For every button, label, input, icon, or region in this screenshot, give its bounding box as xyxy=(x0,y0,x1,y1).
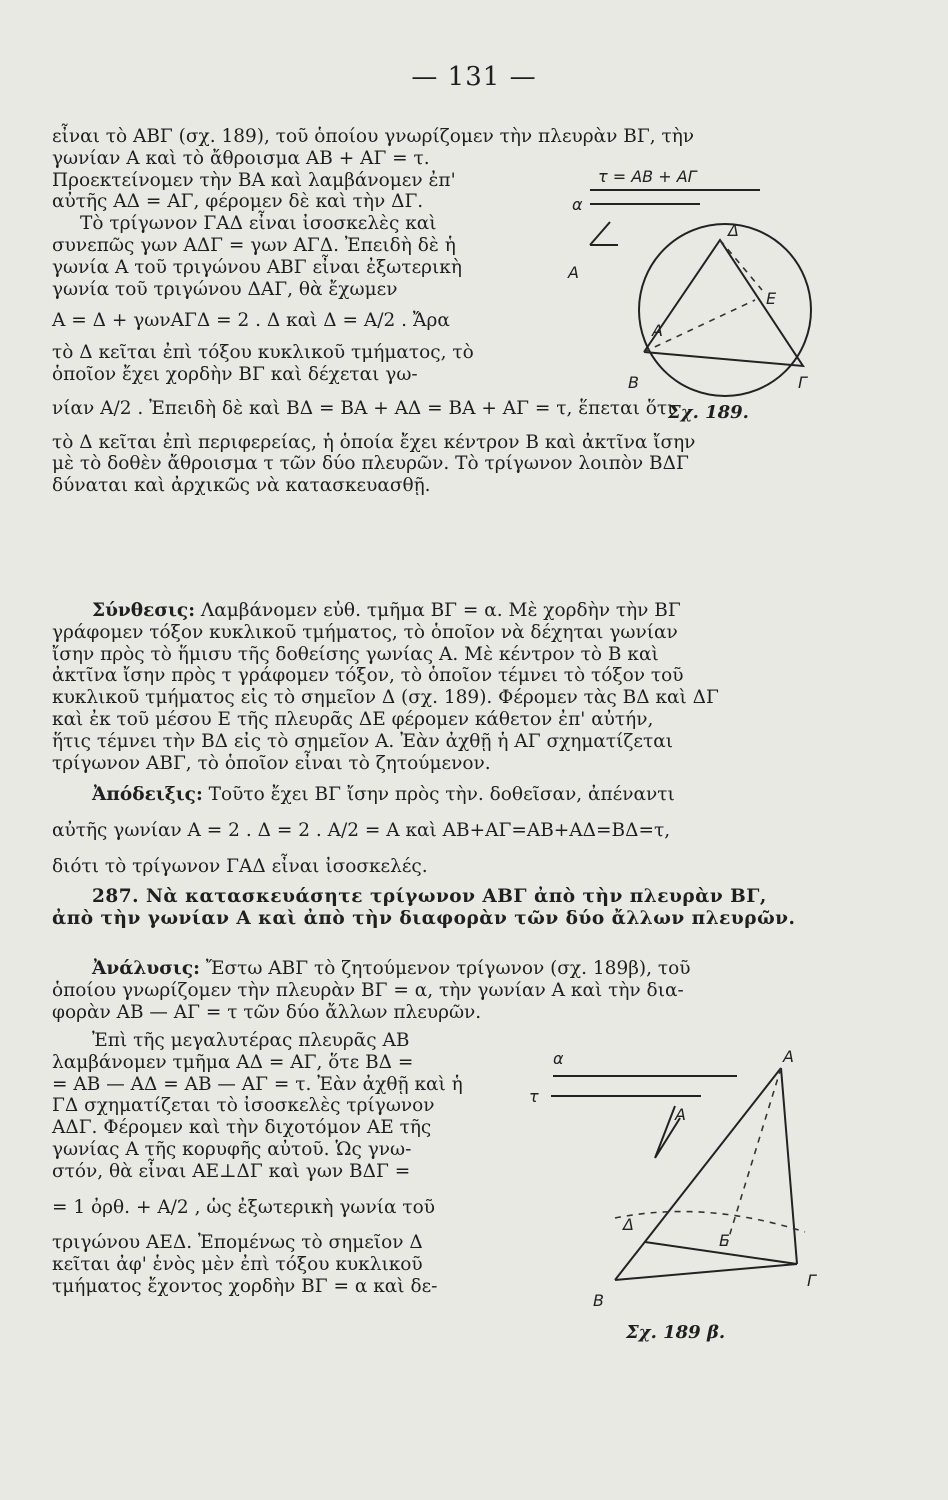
analysis-column xyxy=(52,1030,463,1298)
side-ag xyxy=(781,1068,797,1264)
label-alpha: α xyxy=(572,195,583,214)
analysis-heading: Ἀνάλυσις: xyxy=(92,958,200,979)
text-line: Ἐπὶ τῆς μεγαλυτέρας πλευρᾶς ΑΒ xyxy=(92,1030,410,1051)
figure-189 xyxy=(560,160,830,430)
figure-189b-caption: Σχ. 189 β. xyxy=(626,1322,726,1343)
label-tau: τ xyxy=(529,1087,539,1106)
text-line: τὸ Δ κεῖται ἐπὶ τόξου κυκλικοῦ τμήματος, τὸ xyxy=(52,342,474,364)
synthesis-heading: Σύνθεσις: xyxy=(92,600,196,621)
label-angle-a: Α xyxy=(568,263,579,282)
circle-arc xyxy=(639,224,811,396)
text-line: ἴσην πρὸς τὸ ἥμισυ τῆς δοθείσης γωνίας Α. Μὲ κέντρον τὸ Β καὶ xyxy=(52,643,659,665)
label-b: Β xyxy=(593,1291,604,1310)
proof-heading: Ἀπόδειξις: xyxy=(92,784,203,805)
problem-287 xyxy=(52,886,795,930)
label-alpha: α xyxy=(553,1049,564,1068)
given-angle xyxy=(590,222,618,245)
label-e: Ε xyxy=(766,289,777,308)
triangle-bdg xyxy=(644,240,803,366)
text-line: Α = Δ + γωνΑΓΔ = 2 . Δ καὶ Δ = Α/2 . Ἄρα xyxy=(52,310,450,332)
problem-text: ἀπὸ τὴν γωνίαν Α καὶ ἀπὸ τὴν διαφορὰν τῶν δύο ἄλλων πλευρῶν. xyxy=(52,907,796,929)
line-de xyxy=(720,240,762,290)
text-line: αὐτῆς γωνίαν Α = 2 . Δ = 2 . Α/2 = Α καὶ ΑΒ+ΑΓ=ΑΒ+ΑΔ=ΒΔ=τ, xyxy=(52,819,671,841)
text-line: ἀκτῖνα ἴσην πρὸς τ γράφομεν τόξον, τὸ ὁποῖον τέμνει τὸ τόξον τοῦ xyxy=(52,665,684,687)
text-line: γωνίας Α τῆς κορυφῆς αὐτοῦ. Ὡς γνω- xyxy=(52,1138,412,1160)
text-line: καὶ ἐκ τοῦ μέσου Ε τῆς πλευρᾶς ΔΕ φέρομεν κάθετον ἐπ' αὐτήν, xyxy=(52,708,654,730)
proof-block xyxy=(52,784,675,877)
text-line: συνεπῶς γων ΑΔΓ = γων ΑΓΔ. Ἐπειδὴ δὲ ἡ xyxy=(52,234,456,256)
problem-number: 287. xyxy=(92,886,140,907)
label-a-point: Α xyxy=(652,321,663,340)
side-ab xyxy=(615,1068,781,1280)
text-line: γωνία Α τοῦ τριγώνου ΑΒΓ εἶναι ἐξωτερικὴ xyxy=(52,256,462,278)
text-line: μὲ τὸ δοθὲν ἄθροισμα τ τῶν δύο πλευρῶν. Τὸ τρίγωνον λοιπὸν ΒΔΓ xyxy=(52,453,689,475)
text-line: Λαμβάνομεν εὐθ. τμῆμα ΒΓ = α. Μὲ χορδὴν τὴν ΒΓ xyxy=(200,600,681,621)
text-line: τὸ Δ κεῖται ἐπὶ περιφερείας, ἡ ὁποία ἔχει κέντρον Β καὶ ἀκτῖνα ἴσην xyxy=(52,431,696,453)
text-line: γωνίαν Α καὶ τὸ ἄθροισμα ΑΒ + ΑΓ = τ. xyxy=(52,147,430,169)
text-line: = ΑΒ — ΑΔ = ΑΒ — ΑΓ = τ. Ἐὰν ἀχθῇ καὶ ἡ xyxy=(52,1073,463,1095)
text-line: τριγώνου ΑΕΔ. Ἐπομένως τὸ σημεῖον Δ xyxy=(52,1232,423,1254)
label-b: Β xyxy=(628,373,639,392)
text-line: στόν, θὰ εἶναι ΑΕ⊥ΔΓ καὶ γων ΒΔΓ = xyxy=(52,1160,411,1182)
label-a: Α xyxy=(783,1047,794,1066)
text-line: κυκλικοῦ τμήματος εἰς τὸ σημεῖον Δ (σχ. 189). Φέρομεν τὰς ΒΔ καὶ ΔΓ xyxy=(52,687,719,709)
text-line: φορὰν ΑΒ — ΑΓ = τ τῶν δύο ἄλλων πλευρῶν. xyxy=(52,1001,482,1023)
text-line: ΓΔ σχηματίζεται τὸ ἰσοσκελὲς τρίγωνον xyxy=(52,1095,435,1117)
label-d: Δ xyxy=(623,1215,634,1234)
analysis-block xyxy=(52,958,691,1023)
text-line: γράφομεν τόξον κυκλικοῦ τμήματος, τὸ ὁποῖον νὰ δέχηται γωνίαν xyxy=(52,621,678,643)
text-line: κεῖται ἀφ' ἑνὸς μὲν ἐπὶ τόξου κυκλικοῦ xyxy=(52,1254,423,1276)
figure-189b xyxy=(525,1040,825,1320)
text-line: = 1 ὀρθ. + Α/2 , ὡς ἐξωτερικὴ γωνία τοῦ xyxy=(52,1196,435,1218)
text-line: Τὸ τρίγωνον ΓΑΔ εἶναι ἰσοσκελὲς καὶ xyxy=(80,213,437,235)
label-angle-a: Α xyxy=(675,1105,686,1124)
label-e: Ε xyxy=(719,1231,730,1250)
label-d: Δ xyxy=(728,221,739,240)
text-line: τρίγωνον ΑΒΓ, τὸ ὁποῖον εἶναι τὸ ζητούμενον. xyxy=(52,752,491,774)
arc-dashed xyxy=(615,1212,805,1232)
problem-text: Νὰ κατασκευάσητε τρίγωνον ΑΒΓ ἀπὸ τὴν πλευρὰν ΒΓ, xyxy=(146,886,767,907)
page-number: — 131 — xyxy=(411,62,537,92)
text-line: Ἔστω ΑΒΓ τὸ ζητούμενον τρίγωνον (σχ. 189β), τοῦ xyxy=(205,958,691,979)
text-line: αὐτῆς ΑΔ = ΑΓ, φέρομεν δὲ καὶ τὴν ΔΓ. xyxy=(52,191,424,213)
text-line: λαμβάνομεν τμῆμα ΑΔ = ΑΓ, ὅτε ΒΔ = xyxy=(52,1051,414,1073)
text-line: γωνία τοῦ τριγώνου ΔΑΓ, θὰ ἔχωμεν xyxy=(52,278,398,300)
figure-189-caption: Σχ. 189. xyxy=(668,402,749,423)
text-line: εἶναι τὸ ΑΒΓ (σχ. 189), τοῦ ὁποίου γνωρίζομεν τὴν πλευρὰν ΒΓ, τὴν xyxy=(52,126,695,147)
text-line: νίαν Α/2 . Ἐπειδὴ δὲ καὶ ΒΔ = ΒΑ + ΑΔ = ΒΑ + ΑΓ = τ, ἕπεται ὅτι xyxy=(52,397,675,419)
text-line: διότι τὸ τρίγωνον ΓΑΔ εἶναι ἰσοσκελές. xyxy=(52,855,428,877)
text-line: Προεκτείνομεν τὴν ΒΑ καὶ λαμβάνομεν ἐπ' xyxy=(52,169,456,191)
label-g: Γ xyxy=(807,1271,816,1290)
text-line: ΑΔΓ. Φέρομεν καὶ τὴν διχοτόμον ΑΕ τῆς xyxy=(52,1117,432,1139)
label-g: Γ xyxy=(798,373,807,392)
text-line: ὁποῖον ἔχει χορδὴν ΒΓ καὶ δέχεται γω- xyxy=(52,363,418,385)
side-bg xyxy=(615,1264,797,1280)
text-line: τμήματος ἔχοντος χορδὴν ΒΓ = α καὶ δε- xyxy=(52,1275,438,1297)
figure-189-note: τ = ΑΒ + ΑΓ xyxy=(598,167,697,186)
text-line: δύναται καὶ ἀρχικῶς νὰ κατασκευασθῇ. xyxy=(52,475,431,497)
text-line: ὁποίου γνωρίζομεν τὴν πλευρὰν ΒΓ = α, τὴν γωνίαν Α καὶ τὴν δια- xyxy=(52,979,684,1001)
synthesis-block xyxy=(52,600,719,774)
text-line: Τοῦτο ἔχει ΒΓ ἴσην πρὸς τὴν. δοθεῖσαν, ἀπέναντι xyxy=(208,784,675,805)
text-line: ἥτις τέμνει τὴν ΒΔ εἰς τὸ σημεῖον Α. Ἐὰν ἀχθῇ ἡ ΑΓ σχηματίζεται xyxy=(52,730,673,752)
